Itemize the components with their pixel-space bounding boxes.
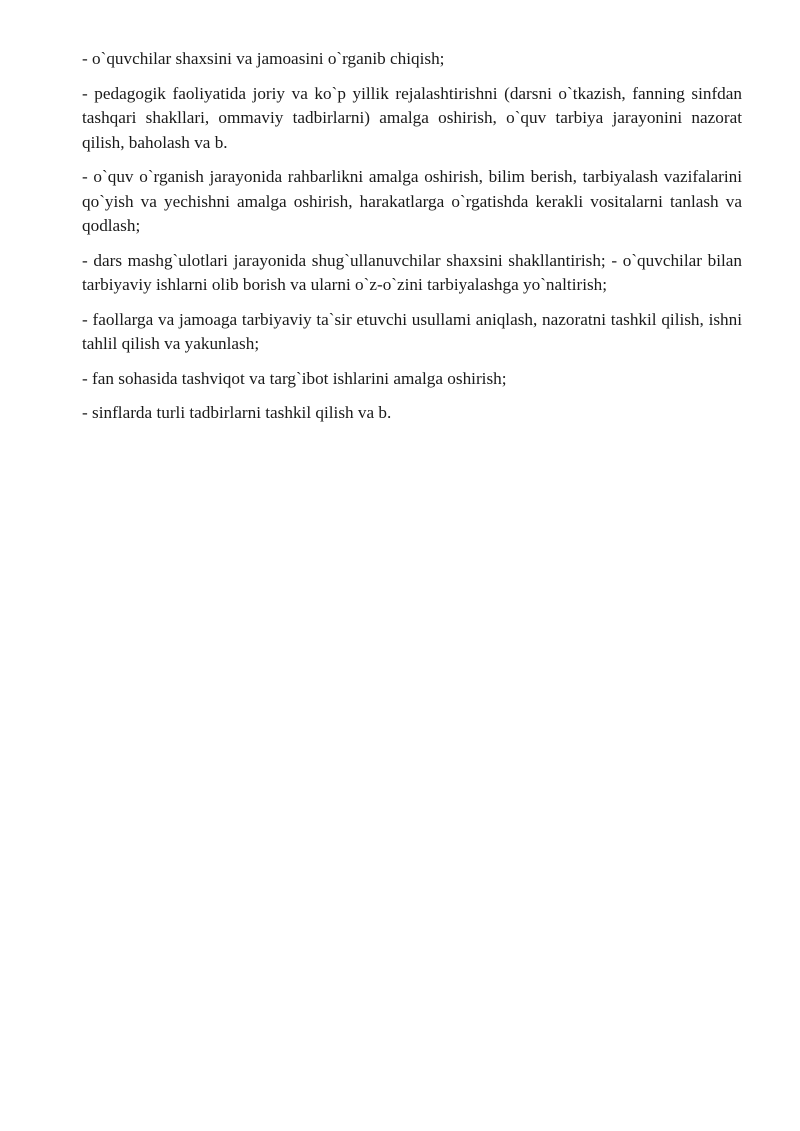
paragraph-lessons: - dars mashg`ulotlari jarayonida shug`ullanuvchilar shaxsini shakllantirish; - o`quvchilar bilan tarbiyaviy ishlarni olib borish va ularni o`z-o`zini tarbiyalashga yo`naltirish;	[82, 250, 742, 294]
paragraph-leadership: - o`quv o`rganish jarayonida rahbarlikni amalga oshirish, bilim berish, tarbiyalash vazifalarini qo`yish va yechishni amalga oshirish, harakatlarga o`rgatishda kerakli vositalarni tanlash va qodlash;	[82, 167, 742, 235]
paragraph-events: - sinflarda turli tadbirlarni tashkil qilish va b.	[82, 403, 392, 422]
paragraph-planning: - pedagogik faoliyatida joriy va ko`p yillik rejalashtirishni (darsni o`tkazish, fanning sinfdan tashqari shakllari, ommaviy tadbirlarni) amalga oshirish, o`quv tarbiya jarayonini nazorat qilish, baholash va b.	[82, 83, 742, 152]
document-page	[82, 47, 742, 436]
paragraph-activists: - faollarga va jamoaga tarbiyaviy ta`sir etuvchi usullami aniqlash, nazoratni tashkil qilish, ishni tahlil qilish va yakunlash;	[82, 309, 742, 353]
paragraph-promotion: - fan sohasida tashviqot va targ`ibot ishlarini amalga oshirish;	[82, 368, 507, 388]
paragraph-study-students: - o`quvchilar shaxsini va jamoasini o`rganib chiqish;	[82, 49, 445, 68]
